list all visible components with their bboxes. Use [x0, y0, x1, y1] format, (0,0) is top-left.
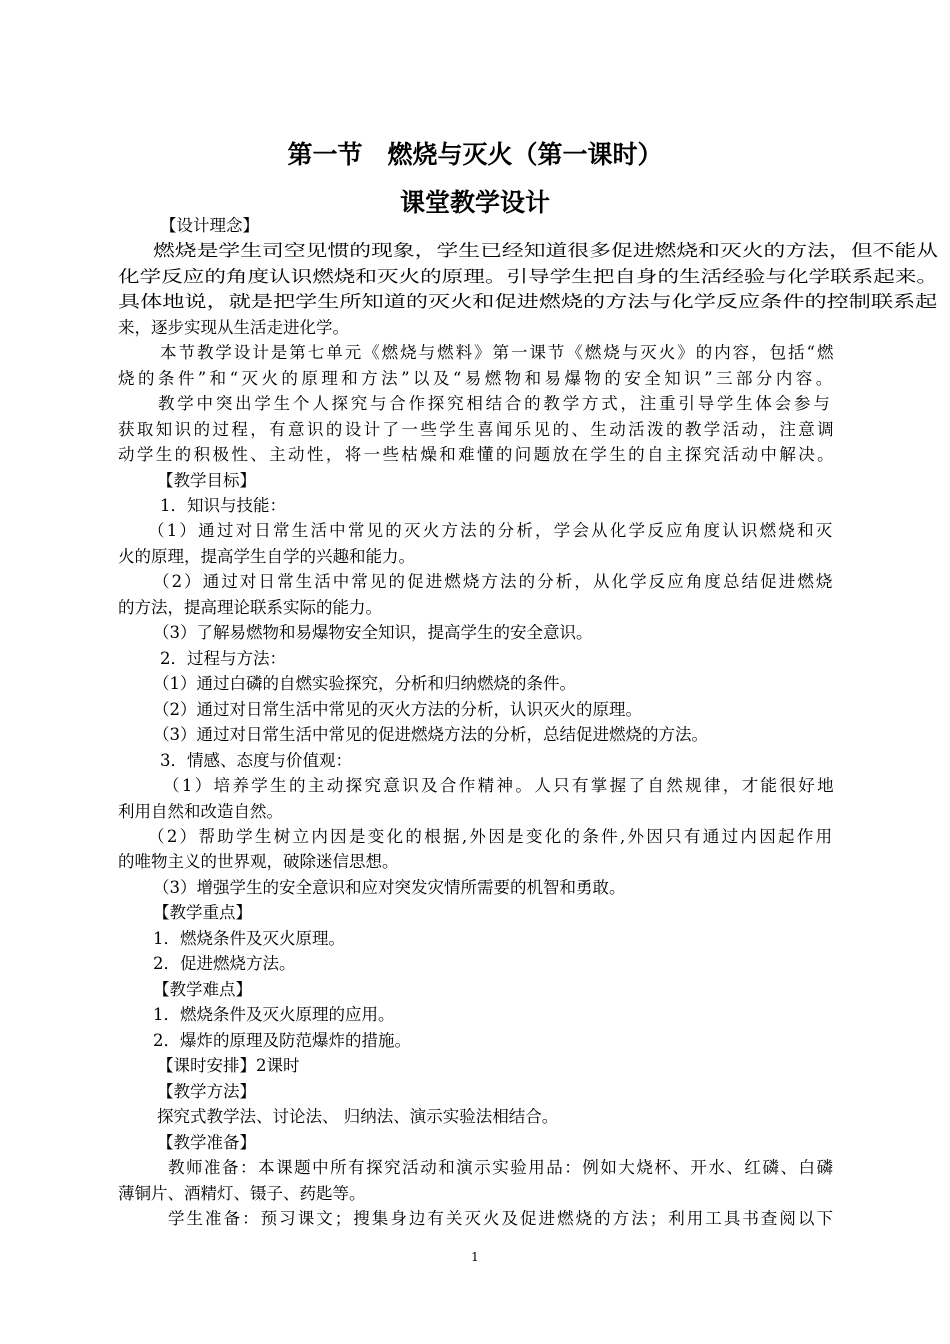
title-line-2: 课堂教学设计 [399, 188, 550, 217]
text-line: 【教学目标】 [157, 471, 256, 490]
text-line: 燃烧是学生司空见惯的现象，学生已经知道很多促进燃烧和灭火的方法，但不能从 [153, 241, 938, 260]
text-line: 薄铜片、酒精灯、镊子、药匙等。 [118, 1184, 366, 1203]
text-line: 【教学难点】 [153, 980, 252, 999]
text-line: 学生准备：预习课文；搜集身边有关灭火及促进燃烧的方法；利用工具书查阅以下 [168, 1209, 835, 1228]
text-line: 教师准备：本课题中所有探究活动和演示实验用品：例如大烧杯、开水、红磷、白磷 [168, 1158, 835, 1177]
text-line: 利用自然和改造自然。 [118, 802, 283, 821]
text-line: 【教学方法】 [157, 1082, 256, 1101]
text-line: 【课时安排】2课时 [157, 1056, 300, 1075]
text-line: 2．爆炸的原理及防范爆炸的措施。 [153, 1031, 411, 1050]
text-line: 【教学准备】 [157, 1133, 256, 1152]
text-line: 获取知识的过程，有意识的设计了一些学生喜闻乐见的、生动活泼的教学活动，注意调 [118, 420, 836, 439]
text-line: （2）通过对日常生活中常见的灭火方法的分析，认识灭火的原理。 [153, 700, 642, 719]
text-line: 火的原理，提高学生自学的兴趣和能力。 [118, 547, 415, 566]
text-line: 来，逐步实现从生活走进化学。 [118, 318, 349, 337]
text-line: 本节教学设计是第七单元《燃烧与燃料》第一课节《燃烧与灭火》的内容，包括“燃 [160, 343, 836, 362]
text-line: 【教学重点】 [153, 903, 252, 922]
text-line: （3）增强学生的安全意识和应对突发灾情所需要的机智和勇敢。 [153, 878, 626, 897]
text-line: （1）通过对日常生活中常见的灭火方法的分析，学会从化学反应角度认识燃烧和灭 [148, 521, 835, 540]
text-line: 具体地说，就是把学生所知道的灭火和促进燃烧的方法与化学反应条件的控制联系起 [118, 292, 938, 311]
text-line: （1）培养学生的主动探究意识及合作精神。人只有掌握了自然规律，才能很好地 [163, 776, 836, 795]
text-line: （2）通过对日常生活中常见的促进燃烧方法的分析，从化学反应角度总结促进燃烧 [153, 572, 835, 591]
text-line: （3）了解易燃物和易爆物安全知识，提高学生的安全意识。 [153, 623, 593, 642]
text-line: 【设计理念】 [160, 216, 259, 235]
text-line: （1）通过白磷的自燃实验探究，分析和归纳燃烧的条件。 [153, 674, 576, 693]
text-line: 2．过程与方法： [160, 649, 286, 668]
page-number: 1 [471, 1250, 479, 1264]
title-line-1: 第一节 燃烧与灭火（第一课时） [287, 140, 663, 169]
text-line: 化学反应的角度认识燃烧和灭火的原理。引导学生把自身的生活经验与化学联系起来。 [118, 267, 938, 286]
text-line: （2）帮助学生树立内因是变化的根据,外因是变化的条件,外因只有通过内因起作用 [148, 827, 835, 846]
text-line: 教学中突出学生个人探究与合作探究相结合的教学方式，注重引导学生体会参与 [158, 394, 833, 413]
text-line: 1．燃烧条件及灭火原理的应用。 [153, 1005, 395, 1024]
text-line: 探究式教学法、讨论法、 归纳法、演示实验法相结合。 [157, 1107, 559, 1126]
text-line: 动学生的积极性、主动性，将一些枯燥和难懂的问题放在学生的自主探究活动中解决。 [118, 445, 836, 464]
text-line: 2．促进燃烧方法。 [153, 954, 296, 973]
text-line: 3．情感、态度与价值观： [160, 751, 352, 770]
text-line: 1．知识与技能： [160, 496, 286, 515]
text-line: 的方法，提高理论联系实际的能力。 [118, 598, 382, 617]
text-line: （3）通过对日常生活中常见的促进燃烧方法的分析，总结促进燃烧的方法。 [153, 725, 708, 744]
text-line: 的唯物主义的世界观，破除迷信思想。 [118, 852, 399, 871]
text-line: 烧的条件”和“灭火的原理和方法”以及“易燃物和易爆物的安全知识”三部分内容。 [118, 369, 836, 388]
text-line: 1．燃烧条件及灭火原理。 [153, 929, 345, 948]
